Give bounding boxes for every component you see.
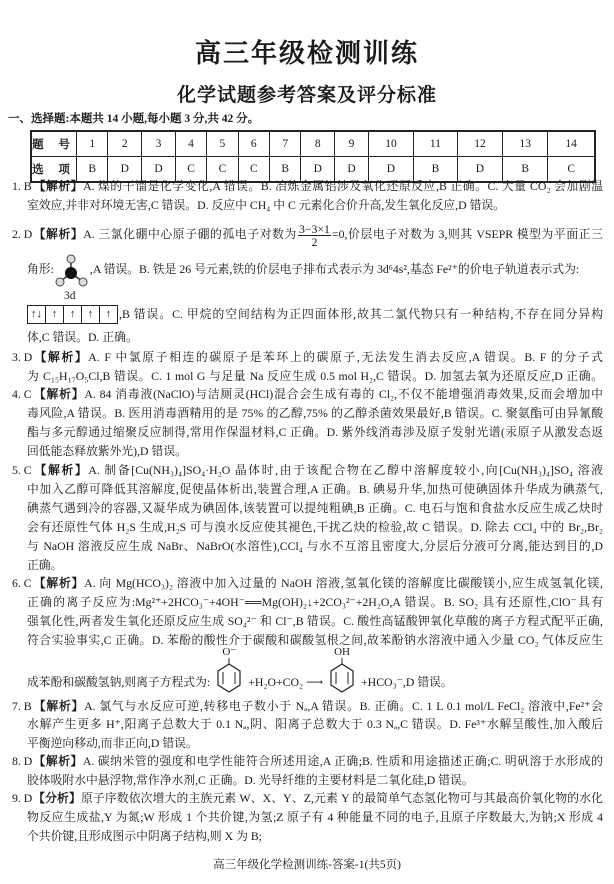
question-number-cell: 14 — [548, 131, 595, 157]
question-number-cell: 7 — [270, 131, 301, 157]
answer-cell: D — [301, 157, 335, 183]
q2-line: 体,C 错误。D. 正确。 — [27, 330, 138, 344]
text: A. F 中氯原子相连的碳原子是苯环上的碳原子,无法发生消去反应,A 错误。B. F 的分子式 — [88, 350, 603, 364]
q3-line: 为 C₁₅H₁₇O₅Cl,B 错误。C. 1 mol G 与足量 Na 反应生成 0.5 mol H₂,C 错误。D. 加氢去氧为还原反应,D 正确。 — [27, 369, 603, 383]
question-number: 3. D — [12, 350, 33, 364]
text: 原子序数依次增大的主族元素 W、X、Y、Z,元素 Y 的最简单气态氢化物可与其最高价氧化物的水化 — [80, 791, 603, 805]
q6-line: 强氧化性,两者发生氧化还原反应生成 SO₄²⁻ 和 Cl⁻,B 错误。C. 酸性高锰酸钾氧化草酸的离子方程式配平正确, — [27, 614, 603, 628]
question-number: 2. D — [12, 227, 33, 241]
q5-line: 会有还原性气体 H₂S 生成,H₂S 可与溴水反应使其褪色,干扰乙炔的检验,故 C 错误。D. 除去 CCl₄ 中的 Br₂,Br₂ — [27, 520, 603, 534]
q9-line: 物反应生成盐,Y 为氮;W 形成 1 个共价键,为氢;Z 原子有 4 种能量不同的电子,且原子序数最大,为钠;X 形成 4 — [27, 810, 603, 824]
q6-equation-line — [27, 646, 453, 696]
benzene-ring-icon — [216, 658, 242, 696]
q4-line: 酯与多元醇通过缩聚反应制得,常用作保温材料,C 正确。D. 紫外线消毒涉及原子发射光谱(汞原子从激发态返 — [27, 425, 603, 439]
question-number: 7. B — [12, 699, 32, 713]
text: A. 84 消毒液(NaClO)与洁厕灵(HCl)混合会生成有毒的 Cl₂,不仅不能增强消毒效果,反而会增加中 — [84, 387, 603, 401]
question-number: 8. D — [12, 754, 33, 768]
answer-cell: C — [207, 157, 238, 183]
text: 角形: — [27, 262, 54, 276]
phenoxide-label: O⁻ — [222, 646, 237, 658]
orbital-box: ↑↓ — [28, 306, 46, 323]
answer-cell: D — [368, 157, 413, 183]
analysis-tag: 【解析】 — [33, 387, 85, 401]
q7-line: 平衡逆向移动,而非正向,D 错误。 — [27, 736, 198, 750]
answer-table — [30, 130, 596, 183]
table-row-numbers — [31, 131, 595, 157]
q9-line — [12, 790, 603, 806]
q3-line — [12, 349, 603, 365]
page-footer: 高三年级化学检测训练-答案-1(共5页) — [213, 859, 401, 871]
q4-line: 毒风险,A 错误。B. 医用消毒酒精用的是 75% 的乙醇,75% 的乙醇杀菌效果最好,B 错误。C. 聚氨酯可由异氰酸 — [27, 406, 603, 420]
orbital-box: ↑ — [105, 308, 112, 320]
analysis-tag: 【解析】 — [33, 699, 85, 713]
document-subtitle: 化学试题参考答案及评分标准 — [176, 85, 437, 106]
fraction — [298, 223, 331, 248]
question-number-cell: 6 — [238, 131, 269, 157]
question-number: 1. B — [12, 179, 32, 193]
phenol-structure — [329, 646, 355, 696]
row-label: 选 项 — [31, 157, 77, 183]
question-number-cell: 10 — [368, 131, 413, 157]
q5-line: 与 NaOH 溶液反应生成 NaBr、NaBrO(水溶性),CCl₄ 与水不互溶且密度大,分层后分液可分离,能达到目的,D — [27, 539, 603, 553]
question-number: 9. D — [12, 791, 33, 805]
q4-line — [12, 386, 603, 402]
phenoxide-structure — [216, 646, 242, 696]
fraction-numerator: 3−3×1 — [298, 221, 330, 236]
document-title: 高三年级检测训练 — [194, 39, 419, 68]
analysis-tag: 【解析】 — [33, 576, 85, 590]
analysis-tag: 【解析】 — [33, 463, 89, 477]
analysis-tag: 【解析】 — [33, 754, 83, 768]
q5-line: 正确。 — [27, 558, 63, 572]
question-number-cell: 12 — [457, 131, 502, 157]
answer-cell: B — [77, 157, 108, 183]
analysis-tag: 【解析】 — [33, 350, 89, 364]
text: ,A 错误。B. 铁是 26 号元素,铁的价层电子排布式表示为 3d⁶4s²,基态 Fe²⁺的价电子轨道表示式为: — [89, 262, 580, 276]
q8-line — [12, 753, 603, 769]
q5-line: 碘蒸气遇到冷的容器,又凝华成为碘固体,该装置可以提纯粗碘,B 正确。C. 电石与饱和食盐水反应生成乙炔时 — [27, 501, 603, 515]
equation-reactants: +H₂O+CO₂ ⟶ — [248, 675, 324, 689]
analysis-tag: 【分析】 — [33, 791, 81, 805]
answer-cell: D — [335, 157, 369, 183]
q7-line — [12, 698, 603, 714]
orbital-label: 3d — [64, 290, 76, 302]
fraction-denominator: 2 — [311, 234, 318, 249]
text: A. 碳纳米管的强度和电学性能符合所述用途,A 正确;B. 性质和用途描述正确;C. 明矾溶于水形成的 — [82, 754, 603, 768]
answer-cell: D — [142, 157, 176, 183]
question-number-cell: 1 — [77, 131, 108, 157]
answer-cell: D — [457, 157, 502, 183]
answer-cell: B — [503, 157, 548, 183]
analysis-tag: 【解析】 — [33, 227, 84, 241]
orbital-diagram — [27, 305, 118, 324]
q5-line: 中加入乙醇可降低其溶解度,促使晶体析出,装置合理,A 正确。B. 碘易升华,加热可使碘固体升华成为碘蒸气, — [27, 482, 603, 496]
q2-line: ,B 错误。C. 甲烷的空间结构为正四面体形,故其二氯代物只有一种结构,不存在同分异构 — [119, 307, 603, 321]
question-number-cell: 13 — [503, 131, 548, 157]
q9-line: 个共价键,且形成图示中阴离子结构,则 X 为 B; — [27, 829, 262, 843]
text: A. 向 Mg(HCO₃)₂ 溶液中加入过量的 NaOH 溶液,氢氧化镁的溶解度比碳酸镁小,应生成氢氧化镁, — [84, 576, 603, 590]
text: A. 煤的干馏是化学变化,A 错误。B. 冶炼金属铝涉及氧化还原反应,B 正确。C. 大量 CO₂ 会加剧温 — [83, 179, 603, 193]
q5-line — [12, 462, 603, 478]
orbital-box: ↑ — [82, 306, 100, 323]
row-label: 题 号 — [31, 131, 77, 157]
orbital-box: ↑ — [64, 306, 82, 323]
q8-line: 胶体吸附水中悬浮物,常作净水剂,C 正确。D. 光导纤维的主要材料是二氧化硅,D 错误。 — [27, 773, 474, 787]
q1-line: 室效应,并非对环境无害,C 错误。D. 反应中 CH₄ 中 C 元素化合价升高,发生氧化反应,D 错误。 — [27, 198, 505, 212]
question-number-cell: 5 — [207, 131, 238, 157]
answer-cell: B — [414, 157, 458, 183]
text: A. 三氯化硼中心原子硼的孤电子对数为 — [83, 227, 297, 241]
q4-line: 回低能态释放紫外光),D 错误。 — [27, 444, 187, 458]
answer-cell: C — [175, 157, 206, 183]
question-number-cell: 11 — [414, 131, 458, 157]
answer-cell: C — [548, 157, 595, 183]
q6-line: 符合实验事实,C 正确。D. 苯酚的酸性介于碳酸和碳酸氢根之间,故苯酚钠水溶液中通入少量 CO₂ 气体反应生 — [27, 633, 603, 647]
answer-cell: C — [238, 157, 269, 183]
bf3-molecule-icon — [54, 253, 90, 287]
answer-cell: D — [108, 157, 142, 183]
question-number: 6. C — [12, 576, 32, 590]
q2-line — [27, 252, 603, 286]
equation-products: +HCO₃⁻,D 错误。 — [361, 675, 453, 689]
question-number: 5. C — [12, 463, 32, 477]
q2-line — [12, 220, 603, 248]
question-number-cell: 4 — [175, 131, 206, 157]
text: =0,价层电子对数为 3,则其 VSEPR 模型为平面正三 — [331, 227, 603, 241]
question-number-cell: 3 — [142, 131, 176, 157]
q6-line: 正确的离子反应为:Mg²⁺+2HCO₃⁻+4OH⁻══Mg(OH)₂↓+2CO₃²⁻+2H₂O,A 错误。B. SO₂ 具有还原性,ClO⁻具有 — [27, 595, 603, 609]
question-number: 4. C — [12, 387, 32, 401]
question-number-cell: 8 — [301, 131, 335, 157]
text: A. 制备[Cu(NH₃)₄]SO₄·H₂O 晶体时,由于该配合物在乙醇中溶解度较小,向[Cu(NH₃)₄]SO₄ 溶液 — [88, 463, 603, 477]
question-number-cell: 9 — [335, 131, 369, 157]
q6-line — [12, 575, 603, 591]
text: 成苯酚和碳酸氢钠,则离子方程式为: — [27, 675, 211, 689]
phenol-label: OH — [334, 646, 350, 658]
benzene-ring-icon — [329, 658, 355, 696]
text: A. 氯气与水反应可逆,转移电子数小于 Nₐ,A 错误。B. 正确。C. 1 L 0.1 mol/L FeCl₂ 溶液中,Fe²⁺会 — [84, 699, 603, 713]
question-number-cell: 2 — [108, 131, 142, 157]
orbital-box: ↑ — [46, 306, 64, 323]
analysis-tag: 【解析】 — [33, 179, 84, 193]
q1-line — [12, 178, 603, 194]
q7-line: 水解产生更多 H⁺,阳离子总数大于 0.1 Nₐ,阴、阳离子总数大于 0.3 Nₐ,C 错误。D. Fe³⁺水解呈酸性,加入酸后 — [27, 717, 603, 731]
answer-cell: B — [270, 157, 301, 183]
section-heading: 一、选择题:本题共 14 小题,每小题 3 分,共 42 分。 — [8, 113, 260, 125]
